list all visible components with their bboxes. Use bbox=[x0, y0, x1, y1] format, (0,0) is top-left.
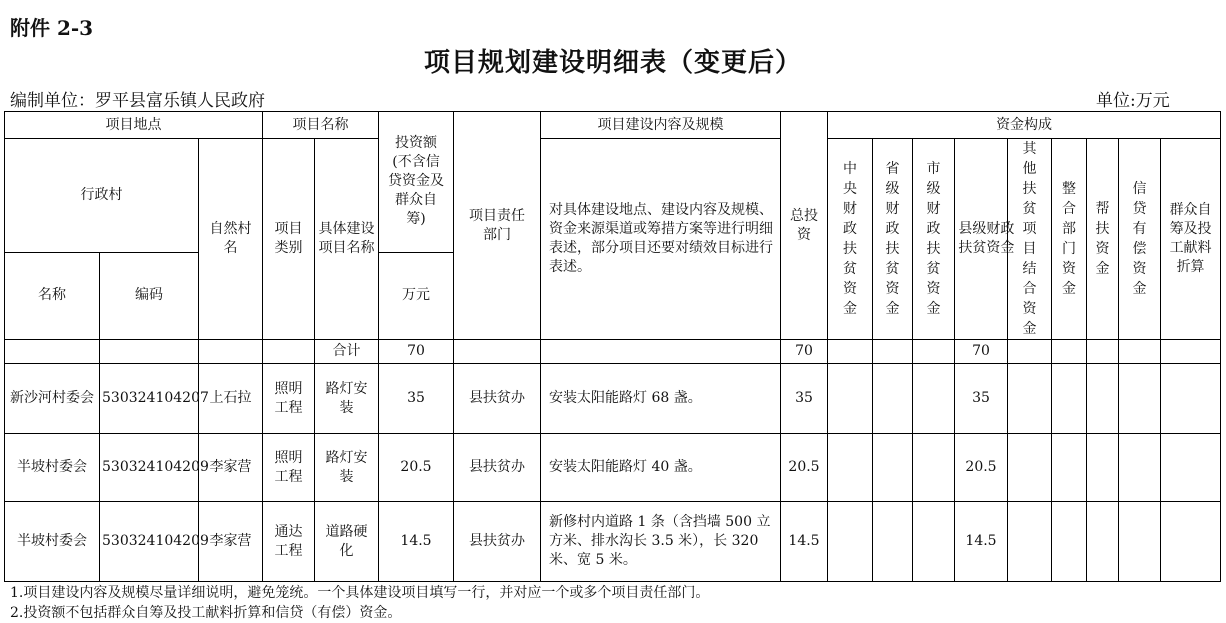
row-natural-village: 李家营 bbox=[199, 434, 263, 502]
row-content: 安装太阳能路灯 68 盏。 bbox=[541, 364, 781, 434]
header-specific-project: 具体建设项目名称 bbox=[315, 139, 379, 340]
header-fund-self-raised: 群众自筹及投工献料折算 bbox=[1161, 139, 1221, 340]
table-row bbox=[5, 434, 1221, 502]
header-responsible-dept: 项目责任部门 bbox=[454, 112, 541, 340]
row-content: 新修村内道路 1 条（含挡墙 500 立方米、排水沟长 3.5 米），长 320 米、宽 5 米。 bbox=[541, 502, 781, 582]
total-county-fund: 70 bbox=[955, 340, 1008, 364]
compiling-unit: 编制单位：罗平县富乐镇人民政府 bbox=[10, 91, 265, 111]
row-code: 530324104209 bbox=[100, 434, 199, 502]
total-investment: 70 bbox=[379, 340, 454, 364]
row-name: 半坡村委会 bbox=[5, 434, 100, 502]
row-dept: 县扶贫办 bbox=[454, 434, 541, 502]
row-project: 路灯安装 bbox=[315, 434, 379, 502]
row-county-fund: 20.5 bbox=[955, 434, 1008, 502]
project-detail-table bbox=[4, 111, 1221, 582]
row-project: 路灯安装 bbox=[315, 364, 379, 434]
page-title: 项目规划建设明细表（变更后） bbox=[423, 48, 802, 78]
row-category: 照明工程 bbox=[263, 434, 315, 502]
row-total: 35 bbox=[781, 364, 828, 434]
header-fund-assistance: 帮扶资金 bbox=[1087, 139, 1119, 340]
total-row bbox=[5, 340, 1221, 364]
header-category: 项目类别 bbox=[263, 139, 315, 340]
row-dept: 县扶贫办 bbox=[454, 502, 541, 582]
header-fund-municipal: 市级财政扶贫资金 bbox=[913, 139, 955, 340]
row-investment: 35 bbox=[379, 364, 454, 434]
header-fund-integrated: 整合部门资金 bbox=[1052, 139, 1087, 340]
header-project-name: 项目名称 bbox=[263, 112, 379, 139]
header-fund-central: 中央财政扶贫资金 bbox=[828, 139, 873, 340]
total-total: 70 bbox=[781, 340, 828, 364]
row-category: 照明工程 bbox=[263, 364, 315, 434]
annex-label: 附件 2-3 bbox=[10, 16, 94, 40]
header-name: 名称 bbox=[5, 252, 100, 339]
header-fund-provincial: 省级财政扶贫资金 bbox=[873, 139, 913, 340]
row-county-fund: 35 bbox=[955, 364, 1008, 434]
header-fund-composition: 资金构成 bbox=[828, 112, 1221, 139]
row-investment: 14.5 bbox=[379, 502, 454, 582]
header-admin-village: 行政村 bbox=[5, 139, 199, 253]
footnote-2: 2.投资额不包括群众自筹及投工献料折算和信贷（有偿）资金。 bbox=[10, 605, 402, 621]
header-fund-credit: 信贷有偿资金 bbox=[1119, 139, 1161, 340]
row-natural-village: 上石拉 bbox=[199, 364, 263, 434]
header-investment: 投资额(不含信贷资金及群众自筹) bbox=[379, 112, 454, 253]
row-name: 半坡村委会 bbox=[5, 502, 100, 582]
header-content-desc: 对具体建设地点、建设内容及规模、资金来源渠道或筹措方案等进行明细表述，部分项目还要对绩效目标进行表述。 bbox=[541, 139, 781, 340]
table-row bbox=[5, 364, 1221, 434]
row-code: 530324104209 bbox=[100, 502, 199, 582]
header-investment-unit: 万元 bbox=[379, 252, 454, 339]
row-total: 14.5 bbox=[781, 502, 828, 582]
row-code: 530324104207 bbox=[100, 364, 199, 434]
header-natural-village: 自然村名 bbox=[199, 139, 263, 340]
header-code: 编码 bbox=[100, 252, 199, 339]
header-content-scale: 项目建设内容及规模 bbox=[541, 112, 781, 139]
row-content: 安装太阳能路灯 40 盏。 bbox=[541, 434, 781, 502]
header-total-investment: 总投资 bbox=[781, 112, 828, 340]
total-label: 合计 bbox=[315, 340, 379, 364]
row-category: 通达工程 bbox=[263, 502, 315, 582]
row-name: 新沙河村委会 bbox=[5, 364, 100, 434]
header-fund-other: 其他扶贫项目结合资金 bbox=[1008, 139, 1052, 340]
row-natural-village: 李家营 bbox=[199, 502, 263, 582]
table-row bbox=[5, 502, 1221, 582]
row-dept: 县扶贫办 bbox=[454, 364, 541, 434]
row-project: 道路硬化 bbox=[315, 502, 379, 582]
header-fund-county: 县级财政扶贫资金 bbox=[955, 139, 1008, 340]
currency-unit: 单位:万元 bbox=[1096, 91, 1170, 111]
row-county-fund: 14.5 bbox=[955, 502, 1008, 582]
header-location: 项目地点 bbox=[5, 112, 263, 139]
row-investment: 20.5 bbox=[379, 434, 454, 502]
footnote-1: 1.项目建设内容及规模尽量详细说明，避免笼统。一个具体建设项目填写一行，并对应一个或多个项目责任部门。 bbox=[10, 585, 710, 601]
row-total: 20.5 bbox=[781, 434, 828, 502]
